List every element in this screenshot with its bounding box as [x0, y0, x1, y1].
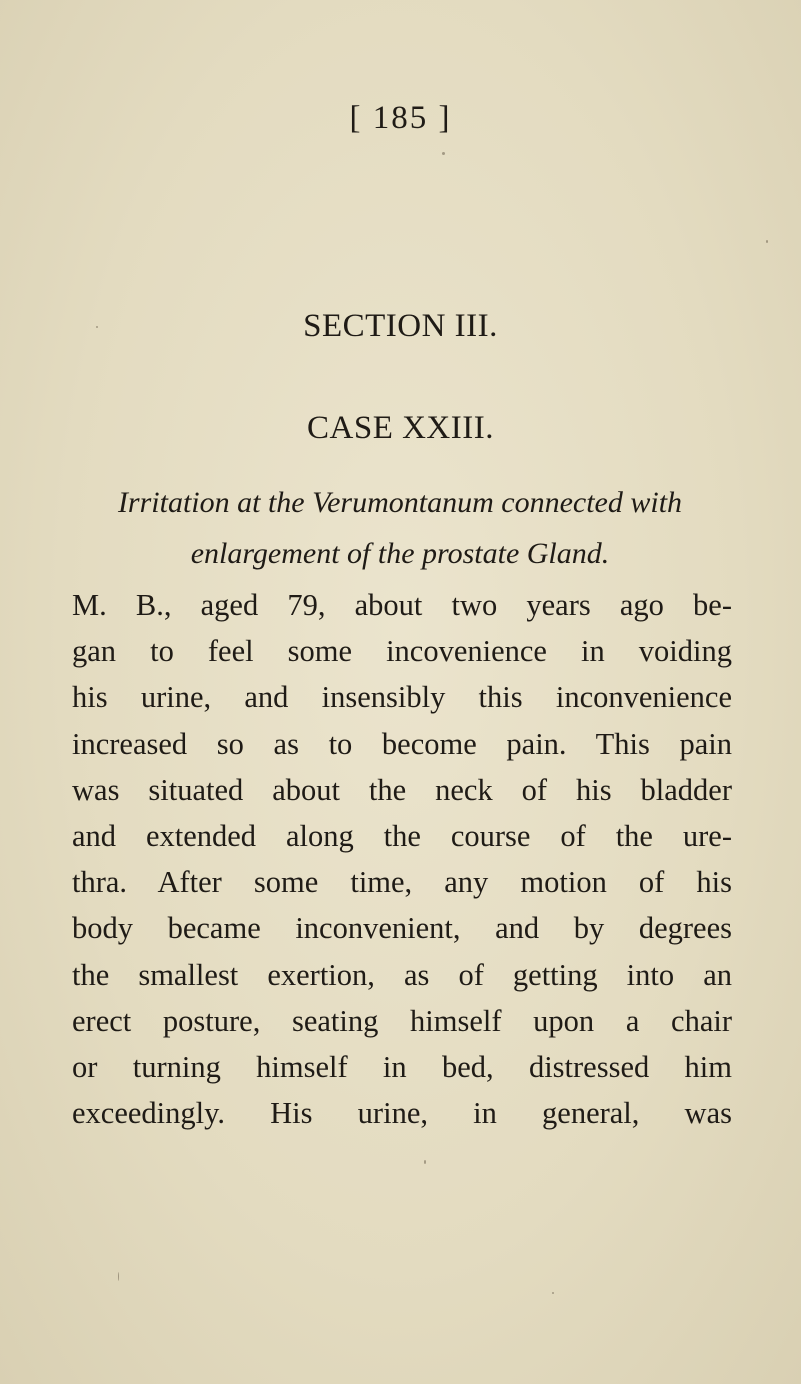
- paper-speck: [552, 1292, 554, 1294]
- body-line: was situated about the neck of his bladder: [72, 772, 732, 807]
- body-line: his urine, and insensibly this inconvenience: [72, 680, 732, 715]
- body-line: body became inconvenient, and by degrees: [72, 911, 732, 946]
- page-number: [ 185 ]: [349, 100, 452, 136]
- case-title-line: Irritation at the Verumontanum connected with: [117, 486, 683, 519]
- body-line: and extended along the course of the ure-: [72, 819, 732, 854]
- body-line: exceedingly. His urine, in general, was: [72, 1096, 732, 1131]
- body-line: the smallest exertion, as of getting into an: [72, 957, 732, 992]
- paper-speck: [96, 326, 98, 328]
- body-line: thra. After some time, any motion of his: [72, 865, 732, 900]
- section-heading: SECTION III.: [303, 308, 498, 344]
- case-title-line: enlargement of the prostate Gland.: [190, 537, 610, 570]
- body-line: increased so as to become pain. This pain: [72, 726, 732, 761]
- case-title: [60, 477, 740, 579]
- paper-speck: [424, 1160, 426, 1164]
- body-line: erect posture, seating himself upon a chair: [72, 1003, 732, 1038]
- paper-speck: [766, 240, 768, 243]
- paper-speck: [442, 152, 445, 155]
- body-line: gan to feel some incovenience in voiding: [72, 634, 732, 669]
- case-heading: CASE XXIII.: [307, 410, 494, 446]
- paper-speck: [118, 1272, 119, 1281]
- body-line: or turning himself in bed, distressed him: [72, 1050, 732, 1085]
- body-paragraph: [72, 582, 732, 1136]
- body-line: M. B., aged 79, about two years ago be-: [72, 588, 732, 622]
